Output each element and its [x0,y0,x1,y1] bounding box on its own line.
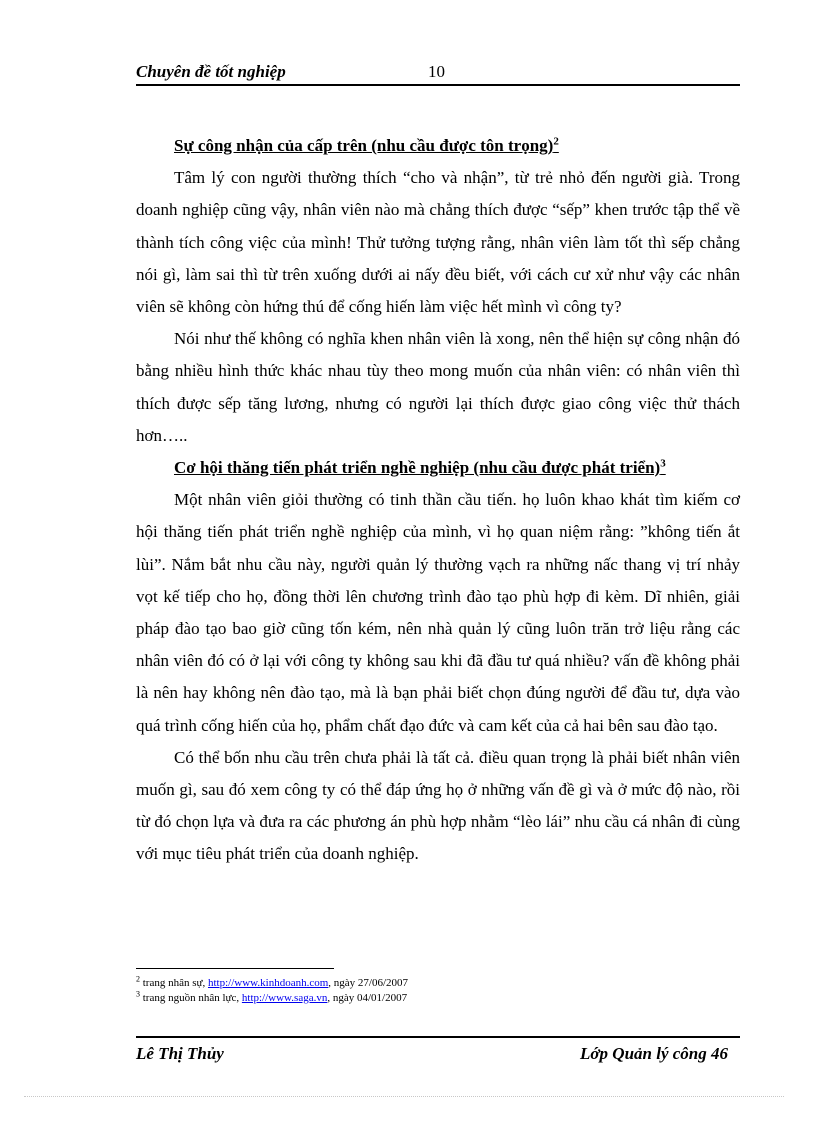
footnotes [136,976,740,1006]
footnote-link[interactable]: http://www.kinhdoanh.com [207,977,329,989]
paragraph: Có thể bốn nhu cầu trên chưa phải là tất cả. điều quan trọng là phải biết nhân viên muốn gì, sau đó xem công ty có thể đáp ứng họ ở những vấn đề gì và ở mức độ nào, rồi từ đó chọn lựa và đưa ra các phương án phù hợp nhằm “lèo lái” nhu cầu cá nhân đi cùng với mục tiêu phát triển của doanh nghiệp. [136,747,740,864]
footnote-text: trang nhân sự, [142,977,208,989]
footnote-date: , ngày 04/01/2007 [327,992,408,1004]
footer-class: Lớp Quản lý công 46 [580,1044,728,1063]
heading-text: Cơ hội thăng tiến phát triển nghề nghiệp (nhu cầu được phát triển) [174,458,661,478]
footer-author: Lê Thị Thủy [136,1044,224,1063]
page-number: 10 [428,62,445,81]
heading-text: Sự công nhận của cấp trên (nhu cầu được tôn trọng) [174,136,554,155]
footnote-number: 2 [136,974,140,984]
footnote-link[interactable]: http://www.saga.vn [241,992,328,1004]
document-title: Chuyên đề tốt nghiệp [136,62,286,81]
footnote-item [136,991,740,1006]
footnote-number: 3 [136,989,140,999]
footnote-ref[interactable]: 2 [553,135,559,148]
footnote-ref[interactable]: 3 [660,457,666,470]
header-rule [136,84,740,86]
paragraph: Một nhân viên giỏi thường có tinh thần cầu tiến. họ luôn khao khát tìm kiếm cơ hội thăng tiến phát triển nghề nghiệp của mình, vì họ quan niệm rằng: ”không tiến ắt lùi”. Nắm bắt nhu cầu này, người quản lý thường vạch ra những nấc thang vị trí nhảy vọt kế tiếp cho họ, đồng thời lên chương trình đào tạo phù hợp đi kèm. Dĩ nhiên, giải pháp đào tạo bao giờ cũng tốn kém, nên nhà quản lý cũng luôn trăn trở liệu rằng các nhân viên đó có ở lại với công ty không sau khi đã đầu tư quá nhiều? vấn đề không phải là nên hay không nên đào tạo, mà là bạn phải biết chọn đúng người để đầu tư, dựa vào quá trình cống hiến của họ, phẩm chất đạo đức và cam kết của cả hai bên sau đào tạo. [136,490,740,735]
footnote-date: , ngày 27/06/2007 [328,977,409,989]
document-body [136,130,740,871]
paragraph: Tâm lý con người thường thích “cho và nhận”, từ trẻ nhỏ đến người già. Trong doanh nghiệp cũng vậy, nhân viên nào mà chẳng thích được “sếp” khen trước tập thể về thành tích công việc của mình! Thử tưởng tượng rằng, nhân viên làm tốt thì sếp chẳng nói gì, làm sai thì từ trên xuống dưới ai nấy đều biết, với cách cư xử như vậy các nhân viên sẽ không còn hứng thú để cống hiến làm việc hết mình vì công ty? [136,168,740,317]
page-boundary [24,1096,784,1097]
page-header [136,60,740,84]
footnote-separator [136,968,334,969]
footnote-item [136,976,740,991]
footer-rule [136,1036,740,1038]
footnote-text: trang nguồn nhân lực, [142,992,242,1004]
section-heading-recognition [174,130,740,162]
paragraph: Nói như thế không có nghĩa khen nhân viên là xong, nên thể hiện sự công nhận đó bằng nhiều hình thức khác nhau tùy theo mong muốn của nhân viên: có nhân viên thì thích được sếp tăng lương, nhưng có người lại thích được giao công việc thử thách hơn….. [136,329,740,445]
section-heading-career [174,452,740,484]
